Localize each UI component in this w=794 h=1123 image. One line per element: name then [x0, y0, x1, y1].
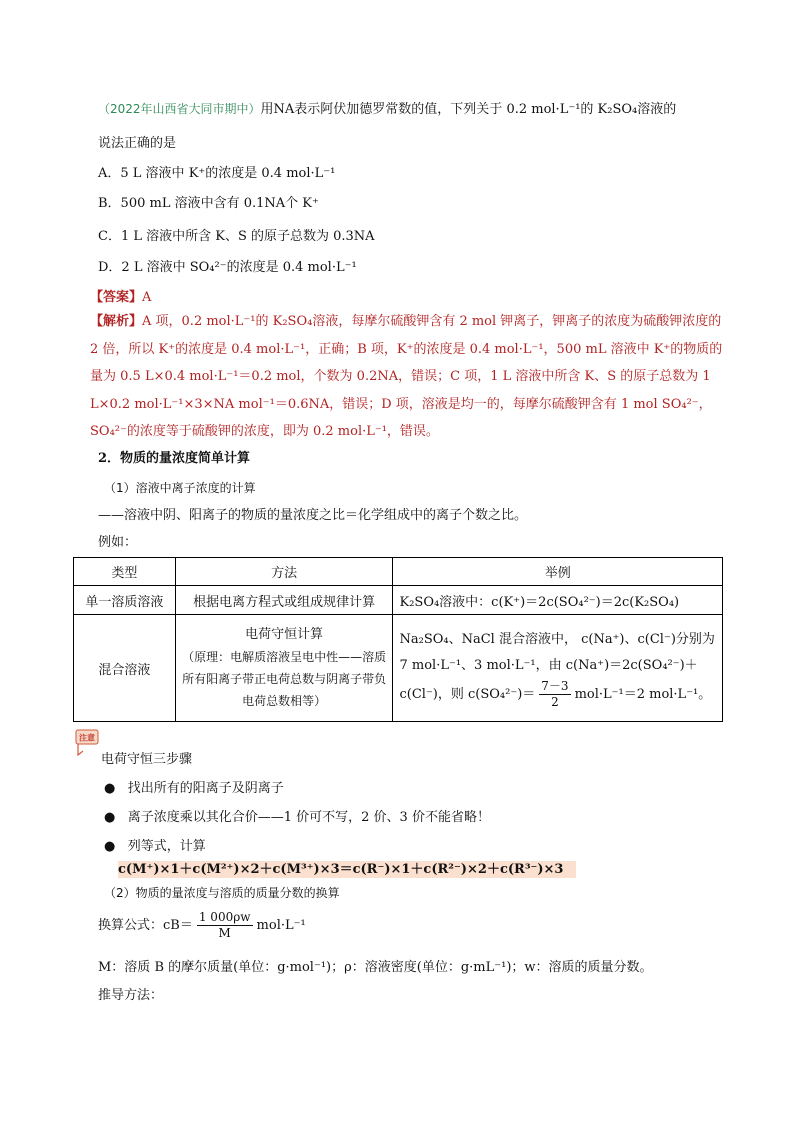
- analysis-block: [90, 308, 726, 446]
- note-badge-text: 注意: [79, 733, 95, 743]
- formula-unit: mol·L⁻¹: [256, 918, 306, 933]
- answer-value: A: [142, 290, 152, 305]
- row2-method: [175, 615, 393, 722]
- table-row: [74, 615, 723, 722]
- section2-rule: ——溶液中阴、阳离子的物质的量浓度之比＝化学组成中的离子个数之比。: [98, 508, 528, 523]
- formula-lhs: cB＝: [163, 918, 193, 933]
- section2-heading: 2．物质的量浓度简单计算: [98, 451, 251, 466]
- option-b: B．500 mL 溶液中含有 0.1NA个 K⁺: [98, 196, 319, 211]
- table-header-method: 方法: [175, 558, 393, 586]
- definitions: M：溶质 B 的摩尔质量(单位：g·mol⁻¹)；ρ：溶液密度(单位：g·mL⁻¹)；w：溶质的质量分数。: [98, 960, 653, 975]
- note-step-3: ● 列等式，计算: [104, 839, 206, 854]
- method-table: [73, 557, 723, 722]
- row2-frac-den: 2: [551, 694, 559, 709]
- derivation-label: 推导方法：: [98, 988, 164, 1003]
- note-step-text: 离子浓度乘以其化合价——1 价可不写，2 价、3 价不能省略！: [127, 810, 490, 825]
- analysis-text: A 项，0.2 mol·L⁻¹的 K₂SO₄溶液，每摩尔硫酸钾含有 2 mol 钾离子，钾离子的浓度为硫酸钾浓度的 2 倍，所以 K⁺的浓度是 0.4 mol·L⁻¹，正确；B 项，K⁺的浓度是 0.4 mol·L⁻¹，500 mL 溶液中 K⁺的物质的量为 0.5 L×0.4 mol·L⁻¹＝0.2 mol，个数为 0.2NA，错误；C 项，1 L 溶液中所含 K、S 的原子总数为 1 L×0.2 mol·L⁻¹×3×NA mol⁻¹＝0.6NA，错误；D 项，溶液是均一的，每摩尔硫酸钾含有 1 mol SO₄²⁻，SO₄²⁻的浓度等于硫酸钾的浓度，即为 0.2 mol·L⁻¹，错误。: [90, 314, 723, 439]
- row2-example: [393, 615, 723, 722]
- row1-example: K₂SO₄溶液中：c(K⁺)＝2c(SO₄²⁻)＝2c(K₂SO₄): [393, 586, 723, 615]
- formula-frac-num: 1 000ρw: [198, 910, 251, 924]
- row1-type: 单一溶质溶液: [74, 586, 176, 615]
- formula-frac-den: M: [218, 926, 231, 940]
- note-step-text: 找出所有的阳离子及阴离子: [127, 781, 284, 796]
- row2-example-text: Na₂SO₄、NaCl 混合溶液中， c(Na⁺)、c(Cl⁻)分别为 7 mol·L⁻¹、3 mol·L⁻¹，由 c(Na⁺)＝2c(SO₄²⁻)＋c(Cl⁻)，则 c(SO₄²⁻)＝: [399, 631, 715, 702]
- note-badge-icon: [75, 727, 99, 757]
- table-header-row: [74, 558, 723, 586]
- note-step-1: ● 找出所有的阳离子及阴离子: [104, 781, 284, 796]
- formula-label: 换算公式：: [98, 918, 164, 933]
- option-d: D．2 L 溶液中 SO₄²⁻的浓度是 0.4 mol·L⁻¹: [98, 260, 357, 275]
- question-source: （2022年山西省大同市期中）: [98, 102, 261, 116]
- note-step-text: 列等式，计算: [127, 839, 206, 854]
- row2-fraction: [539, 679, 570, 710]
- table-row: [74, 586, 723, 615]
- question-stem-text: 用NA表示阿伏加德罗常数的值，下列关于 0.2 mol·L⁻¹的 K₂SO₄溶液的: [260, 102, 677, 117]
- example-label: 例如：: [98, 535, 138, 550]
- row2-frac-num: 7－3: [541, 678, 569, 693]
- answer-line: [90, 289, 151, 307]
- row1-method: 根据电离方程式或组成规律计算: [175, 586, 393, 615]
- question-stem-line2: 说法正确的是: [98, 136, 177, 151]
- row2-type: 混合溶液: [74, 615, 176, 722]
- section2-sub1: （1）溶液中离子浓度的计算: [104, 481, 256, 495]
- row2-method-title: 电荷守恒计算: [245, 627, 324, 642]
- note-title: 电荷守恒三步骤: [101, 752, 193, 767]
- option-c: C．1 L 溶液中所含 K、S 的原子总数为 0.3NA: [98, 229, 375, 244]
- table-header-example: 举例: [393, 558, 723, 586]
- charge-balance-formula: c(M⁺)×1＋c(M²⁺)×2＋c(M³⁺)×3＝c(R⁻)×1＋c(R²⁻)×2＋c(R³⁻)×3: [118, 862, 564, 877]
- section3-sub2: （2）物质的量浓度与溶质的质量分数的换算: [104, 886, 340, 900]
- answer-label: 【答案】: [90, 290, 143, 305]
- option-a: A．5 L 溶液中 K⁺的浓度是 0.4 mol·L⁻¹: [98, 166, 336, 181]
- analysis-label: 【解析】: [90, 314, 143, 329]
- note-step-2: ● 离子浓度乘以其化合价——1 价可不写，2 价、3 价不能省略！: [104, 810, 490, 825]
- table-header-type: 类型: [74, 558, 176, 586]
- formula-fraction: [197, 910, 253, 941]
- conversion-formula: [98, 910, 306, 941]
- question-stem-line1: [98, 100, 676, 119]
- row2-example-tail: mol·L⁻¹＝2 mol·L⁻¹。: [574, 686, 712, 702]
- row2-method-note: （原理：电解质溶液呈电中性——溶质所有阳离子带正电荷总数与阴离子带负电荷总数相等）: [182, 650, 387, 708]
